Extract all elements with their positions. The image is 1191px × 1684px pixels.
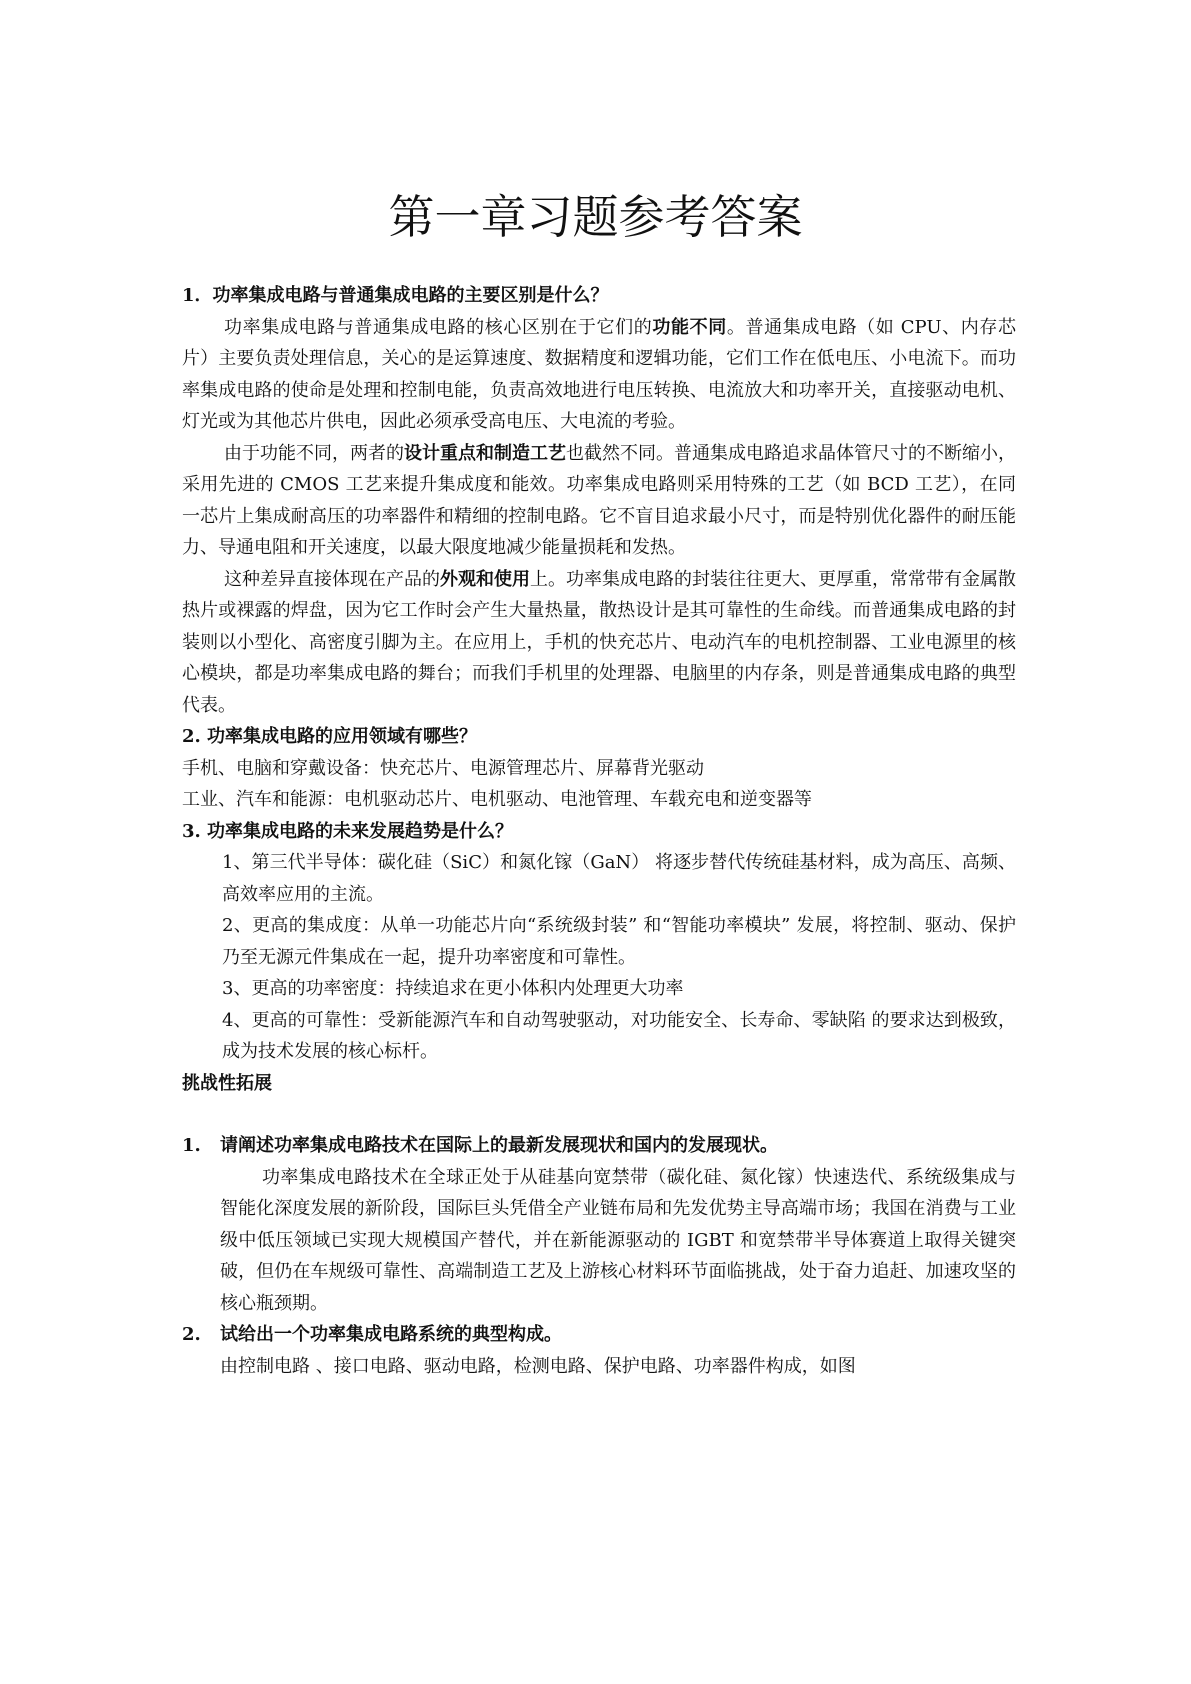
spacer — [182, 1099, 1016, 1130]
text-run: 由于功能不同，两者的 — [224, 442, 404, 464]
challenge-1-heading — [182, 1130, 1016, 1162]
question-1-paragraph-1 — [182, 312, 1016, 438]
question-2-line-2: 工业、汽车和能源：电机驱动芯片、电机驱动、电池管理、车载充电和逆变器等 — [182, 789, 812, 810]
question-3-heading: 3. 功率集成电路的未来发展趋势是什么？ — [182, 820, 514, 842]
text-run: 上。功率集成电路的封装往往更大、更厚重，常常带有金属散热片或裸露的焊盘，因为它工作时会产生大量热量，散热设计是其可靠性的生命线。而普通集成电路的封装则以小型化、高密度引脚为主。在应用上，手机的快充芯片、电动汽车的电机控制器、工业电源里的核心模块，都是功率集成电路的舞台；而我们手机里的处理器、电脑里的内存条，则是普通集成电路的典型代表。 — [182, 568, 1016, 716]
challenge-1-paragraph: 功率集成电路技术在全球正处于从硅基向宽禁带（碳化硅、氮化镓）快速迭代、系统级集成与智能化深度发展的新阶段，国际巨头凭借全产业链布局和先发优势主导高端市场；我国在消费与工业级中低压领域已实现大规模国产替代，并在新能源驱动的 IGBT 和宽禁带半导体赛道上取得关键突破，但仍在车规级可靠性、高端制造工艺及上游核心材料环节面临挑战，处于奋力追赶、加速攻坚的核心瓶颈期。 — [220, 1166, 1016, 1314]
question-2-heading: 2. 功率集成电路的应用领域有哪些？ — [182, 726, 478, 747]
text-run: 。普通集成电路（如 CPU、内存芯片）主要负责处理信息，关心的是运算速度、数据精度和逻辑功能，它们工作在低电压、小电流下。而功率集成电路的使命是处理和控制电能，负责高效地进行电压转换、电流放大和功率开关，直接驱动电机、灯光或为其他芯片供电，因此必须承受高电压、大电流的考验。 — [182, 316, 1017, 432]
challenge-2-number: 2. — [182, 1324, 201, 1345]
bold-run: 设计重点和制造工艺 — [404, 442, 566, 464]
bold-run: 外观和使用 — [440, 568, 530, 590]
bold-run: 功能不同 — [652, 316, 727, 338]
question-1-heading: 1．功率集成电路与普通集成电路的主要区别是什么？ — [182, 285, 609, 306]
question-1-paragraph-3 — [182, 564, 1016, 722]
challenge-section-heading: 挑战性拓展 — [182, 1072, 272, 1094]
document-body — [182, 280, 1016, 1382]
question-1-paragraph-2 — [182, 438, 1016, 564]
question-3-item-3: 3、更高的功率密度：持续追求在更小体积内处理更大功率 — [222, 978, 684, 999]
page-title: 第一章习题参考答案 — [388, 190, 803, 244]
text-run: 也截然不同。普通集成电路追求晶体管尺寸的不断缩小，采用先进的 CMOS 工艺来提升集成度和能效。功率集成电路则采用特殊的工艺（如 BCD 工艺），在同一芯片上集成耐高压的功率器件和精细的控制电路。它不盲目追求最小尺寸，而是特别优化器件的耐压能力、导通电阻和开关速度，以最大限度地减少能量损耗和发热。 — [182, 442, 1016, 558]
challenge-1-number: 1. — [182, 1135, 201, 1156]
question-3-item-4: 4、更高的可靠性：受新能源汽车和自动驾驶驱动，对功能安全、长寿命、零缺陷 的要求达到极致，成为技术发展的核心标杆。 — [222, 1009, 1016, 1062]
text-run: 这种差异直接体现在产品的 — [224, 568, 440, 590]
question-3-item-1: 1、第三代半导体：碳化硅（SiC）和氮化镓（GaN） 将逐步替代传统硅基材料，成为高压、高频、高效率应用的主流。 — [222, 852, 1016, 905]
challenge-2-heading — [182, 1319, 1016, 1351]
challenge-1-title: 请阐述功率集成电路技术在国际上的最新发展现状和国内的发展现状。 — [220, 1135, 778, 1156]
challenge-2-paragraph: 由控制电路 、接口电路、驱动电路，检测电路、保护电路、功率器件构成，如图 — [220, 1355, 856, 1377]
challenge-2-title: 试给出一个功率集成电路系统的典型构成。 — [220, 1324, 562, 1345]
text-run: 功率集成电路与普通集成电路的核心区别在于它们的 — [224, 316, 653, 338]
question-3-item-2: 2、更高的集成度：从单一功能芯片向“系统级封装” 和“智能功率模块” 发展，将控制、驱动、保护乃至无源元件集成在一起，提升功率密度和可靠性。 — [222, 915, 1016, 968]
question-2-line-1: 手机、电脑和穿戴设备：快充芯片、电源管理芯片、屏幕背光驱动 — [182, 757, 704, 779]
